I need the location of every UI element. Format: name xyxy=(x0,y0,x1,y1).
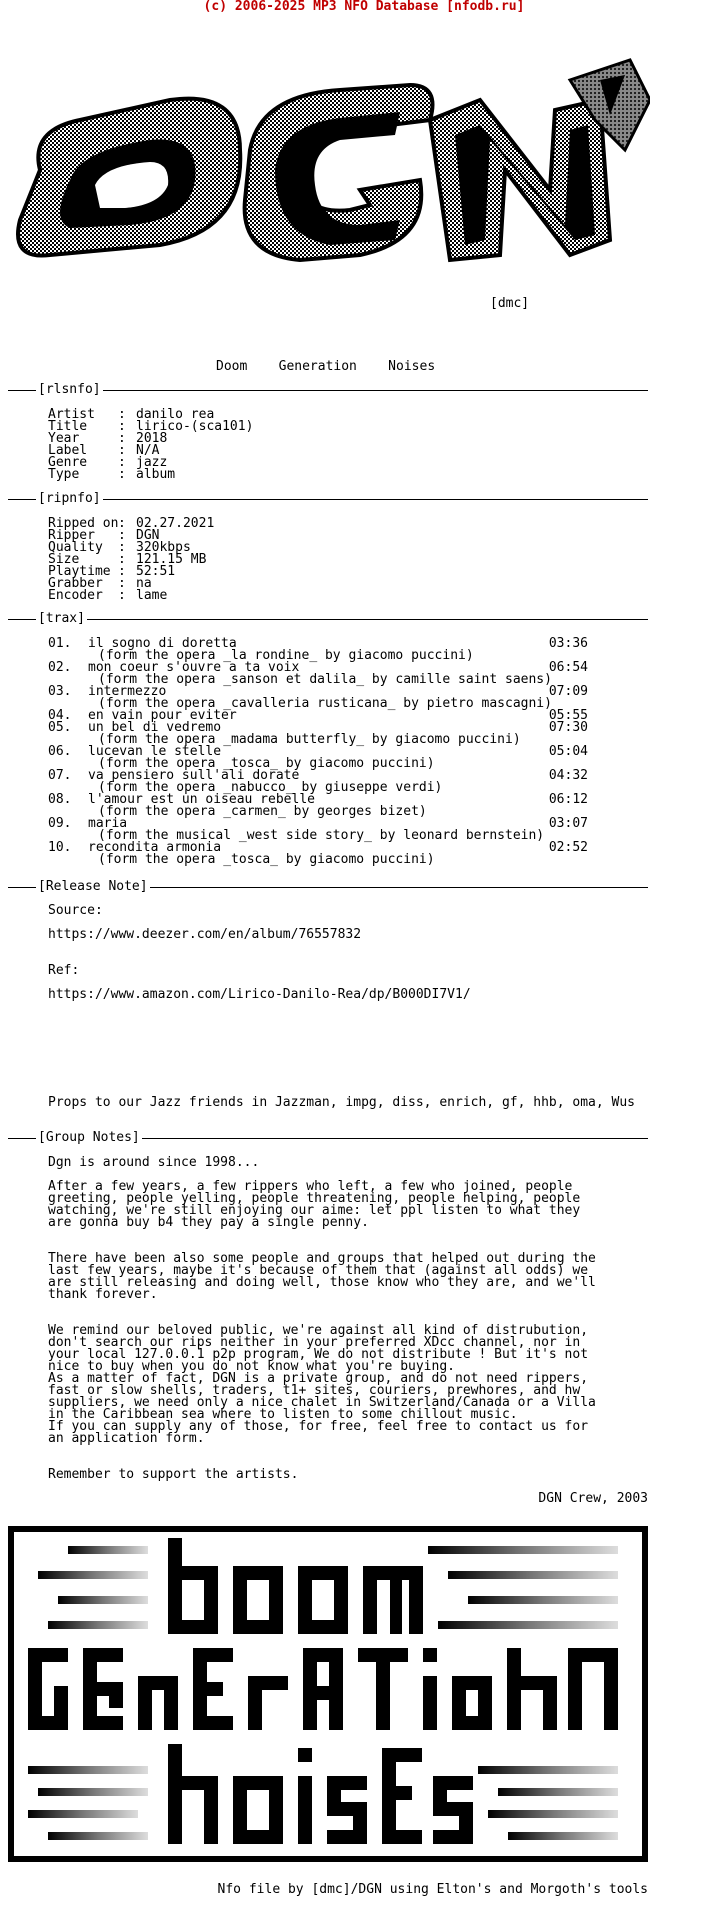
rlsnfo-key: Genre xyxy=(48,455,88,470)
track-title: maria xyxy=(88,816,128,831)
track-subtitle: (form the opera _cavalleria rusticana_ by pietro mascagni) xyxy=(98,696,552,711)
rlsnfo-key: Label xyxy=(48,443,88,458)
group-note-p1: Dgn is around since 1998... xyxy=(48,1155,260,1170)
track-duration: 07:30 xyxy=(548,720,588,735)
track-duration: 05:55 xyxy=(548,708,588,723)
track-subtitle: (form the opera _nabucco_ by giuseppe verdi) xyxy=(98,780,443,795)
rlsnfo-rule xyxy=(8,384,648,396)
track-title: mon coeur s'ouvre a ta voix xyxy=(88,660,300,675)
ripnfo-key: Quality xyxy=(48,540,103,555)
separator: : xyxy=(118,467,126,482)
ripnfo-value: 320kbps xyxy=(136,540,191,555)
group-note-p5: Remember to support the artists. xyxy=(48,1467,299,1482)
track-subtitle: (form the opera _madama butterfly_ by giacomo puccini) xyxy=(98,732,521,747)
rlsnfo-value: N/A xyxy=(136,443,160,458)
release-note-label: [Release Note] xyxy=(38,879,148,894)
track-title: en vain pour eviter xyxy=(88,708,237,723)
rlsnfo-label: [rlsnfo] xyxy=(38,382,101,397)
ref-label: Ref: xyxy=(48,963,80,978)
separator: : xyxy=(118,564,126,579)
track-subtitle: (form the opera _tosca_ by giacomo puccini) xyxy=(98,852,435,867)
track-number: 03. xyxy=(48,684,72,699)
track-title: l'amour est un oiseau rebelle xyxy=(88,792,315,807)
rlsnfo-block xyxy=(48,409,253,481)
track-title: un bel di vedremo xyxy=(88,720,222,735)
separator: : xyxy=(118,455,126,470)
track-number: 06. xyxy=(48,744,72,759)
track-title: il sogno di doretta xyxy=(88,636,237,651)
track-title: lucevan le stelle xyxy=(88,744,222,759)
rlsnfo-value: danilo rea xyxy=(136,407,215,422)
group-notes-rule xyxy=(8,1132,648,1144)
tracklist xyxy=(48,638,588,866)
ripnfo-value: 02.27.2021 xyxy=(136,516,215,531)
rlsnfo-key: Type xyxy=(48,467,80,482)
track-number: 04. xyxy=(48,708,72,723)
group-note-p2: After a few years, a few rippers who left, a few who joined, people greeting, people yelling, people threatening, people helping, people watching, we're still enjoying our aime: let ppl listen to what they are gonna buy b4 they pay a single penny. xyxy=(48,1179,581,1230)
track-subtitle: (form the opera _carmen_ by georges bizet) xyxy=(98,804,427,819)
track-subtitle: (form the opera _tosca_ by giacomo puccini) xyxy=(98,756,435,771)
release-note-rule xyxy=(8,881,648,893)
separator: : xyxy=(118,407,126,422)
rlsnfo-value: album xyxy=(136,467,176,482)
ripnfo-key: Size xyxy=(48,552,80,567)
rlsnfo-key: Year xyxy=(48,431,80,446)
ripnfo-key: Ripper xyxy=(48,528,95,543)
nfodb-header: (c) 2006-2025 MP3 NFO Database [nfodb.ru] xyxy=(203,0,525,14)
ripnfo-row xyxy=(48,590,214,602)
ripnfo-key: Grabber xyxy=(48,576,103,591)
track-duration: 04:32 xyxy=(548,768,588,783)
track-title: recondita armonia xyxy=(88,840,222,855)
track-subtitle: (form the opera _sanson et dalila_ by camille saint saens) xyxy=(98,672,552,687)
ripnfo-value: 121.15 MB xyxy=(136,552,207,567)
ripnfo-key: Encoder xyxy=(48,588,103,603)
track-number: 10. xyxy=(48,840,72,855)
ripnfo-value: 52:51 xyxy=(136,564,176,579)
source-link[interactable]: https://www.deezer.com/en/album/76557832 xyxy=(48,927,362,942)
track-duration: 03:07 xyxy=(548,816,588,831)
ref-link[interactable]: https://www.amazon.com/Lirico-Danilo-Rea/dp/B000DI7V1/ xyxy=(48,987,471,1002)
nfo-footer: Nfo file by [dmc]/DGN using Elton's and Morgoth's tools xyxy=(217,1882,648,1897)
track-title: va pensiero sull'ali dorate xyxy=(88,768,300,783)
trax-rule xyxy=(8,613,648,625)
track-number: 09. xyxy=(48,816,72,831)
rlsnfo-key: Title xyxy=(48,419,88,434)
track-number: 05. xyxy=(48,720,72,735)
doom-generation-noises-ascii-art xyxy=(8,1526,648,1862)
track-subtitle-row xyxy=(48,854,588,866)
source-label: Source: xyxy=(48,903,103,918)
track-duration: 05:04 xyxy=(548,744,588,759)
ripnfo-label: [ripnfo] xyxy=(38,491,101,506)
ripnfo-key: Ripped on xyxy=(48,516,119,531)
track-duration: 07:09 xyxy=(548,684,588,699)
group-name: Doom Generation Noises xyxy=(216,359,436,374)
group-note-p3: There have been also some people and groups that helped out during the last few years, maybe it's because of them that (against all odds) we are still releasing and doing well, those know who they are, and we'll thank forever. xyxy=(48,1251,596,1302)
signature: DGN Crew, 2003 xyxy=(538,1491,648,1506)
track-number: 01. xyxy=(48,636,72,651)
separator: : xyxy=(118,443,126,458)
track-duration: 06:54 xyxy=(548,660,588,675)
track-duration: 06:12 xyxy=(548,792,588,807)
rlsnfo-row xyxy=(48,469,253,481)
separator: : xyxy=(118,588,126,603)
separator: : xyxy=(118,431,126,446)
separator: : xyxy=(118,540,126,555)
separator: : xyxy=(118,528,126,543)
rlsnfo-value: jazz xyxy=(136,455,168,470)
track-duration: 03:36 xyxy=(548,636,588,651)
track-subtitle: (form the opera _la rondine_ by giacomo puccini) xyxy=(98,648,474,663)
separator: : xyxy=(118,419,126,434)
track-subtitle: (form the musical _west side story_ by leonard bernstein) xyxy=(98,828,545,843)
separator: : xyxy=(118,552,126,567)
track-title: intermezzo xyxy=(88,684,167,699)
separator: : xyxy=(118,576,126,591)
track-number: 02. xyxy=(48,660,72,675)
ripnfo-rule xyxy=(8,493,648,505)
rlsnfo-key: Artist xyxy=(48,407,95,422)
trax-label: [trax] xyxy=(38,611,85,626)
track-number: 07. xyxy=(48,768,72,783)
rlsnfo-value: lirico-(sca101) xyxy=(136,419,254,434)
track-subtitle-row xyxy=(48,806,588,818)
track-number: 08. xyxy=(48,792,72,807)
logo-credit: [dmc] xyxy=(490,296,530,311)
group-note-p4: We remind our beloved public, we're against all kind of distrubution, don't search our rips neither in your preferred XDcc channel, nor in your local 127.0.0.1 p2p program, We do not distribute ! But it's not nice to buy when you do not know what you're buying. As a matter of fact, DGN is a private group, and do not need rippers, fast or slow shells, traders, t1+ sites, couriers, prewhores, and hw suppliers, we need only a nice chalet in Switzerland/Canada or a Villa in the Caribbean sea where to listen to some chillout music. If you can supply any of those, for free, feel free to contact us for an application form. xyxy=(48,1323,596,1446)
ripnfo-value: DGN xyxy=(136,528,160,543)
ripnfo-value: na xyxy=(136,576,152,591)
ripnfo-block xyxy=(48,518,214,602)
rlsnfo-value: 2018 xyxy=(136,431,168,446)
dgn-ascii-logo xyxy=(10,40,650,295)
separator: : xyxy=(118,516,126,531)
track-duration: 02:52 xyxy=(548,840,588,855)
group-notes-label: [Group Notes] xyxy=(38,1130,140,1145)
ripnfo-value: lame xyxy=(136,588,168,603)
ripnfo-key: Playtime xyxy=(48,564,111,579)
props-text: Props to our Jazz friends in Jazzman, impg, diss, enrich, gf, hhb, oma, Wus xyxy=(48,1095,635,1110)
